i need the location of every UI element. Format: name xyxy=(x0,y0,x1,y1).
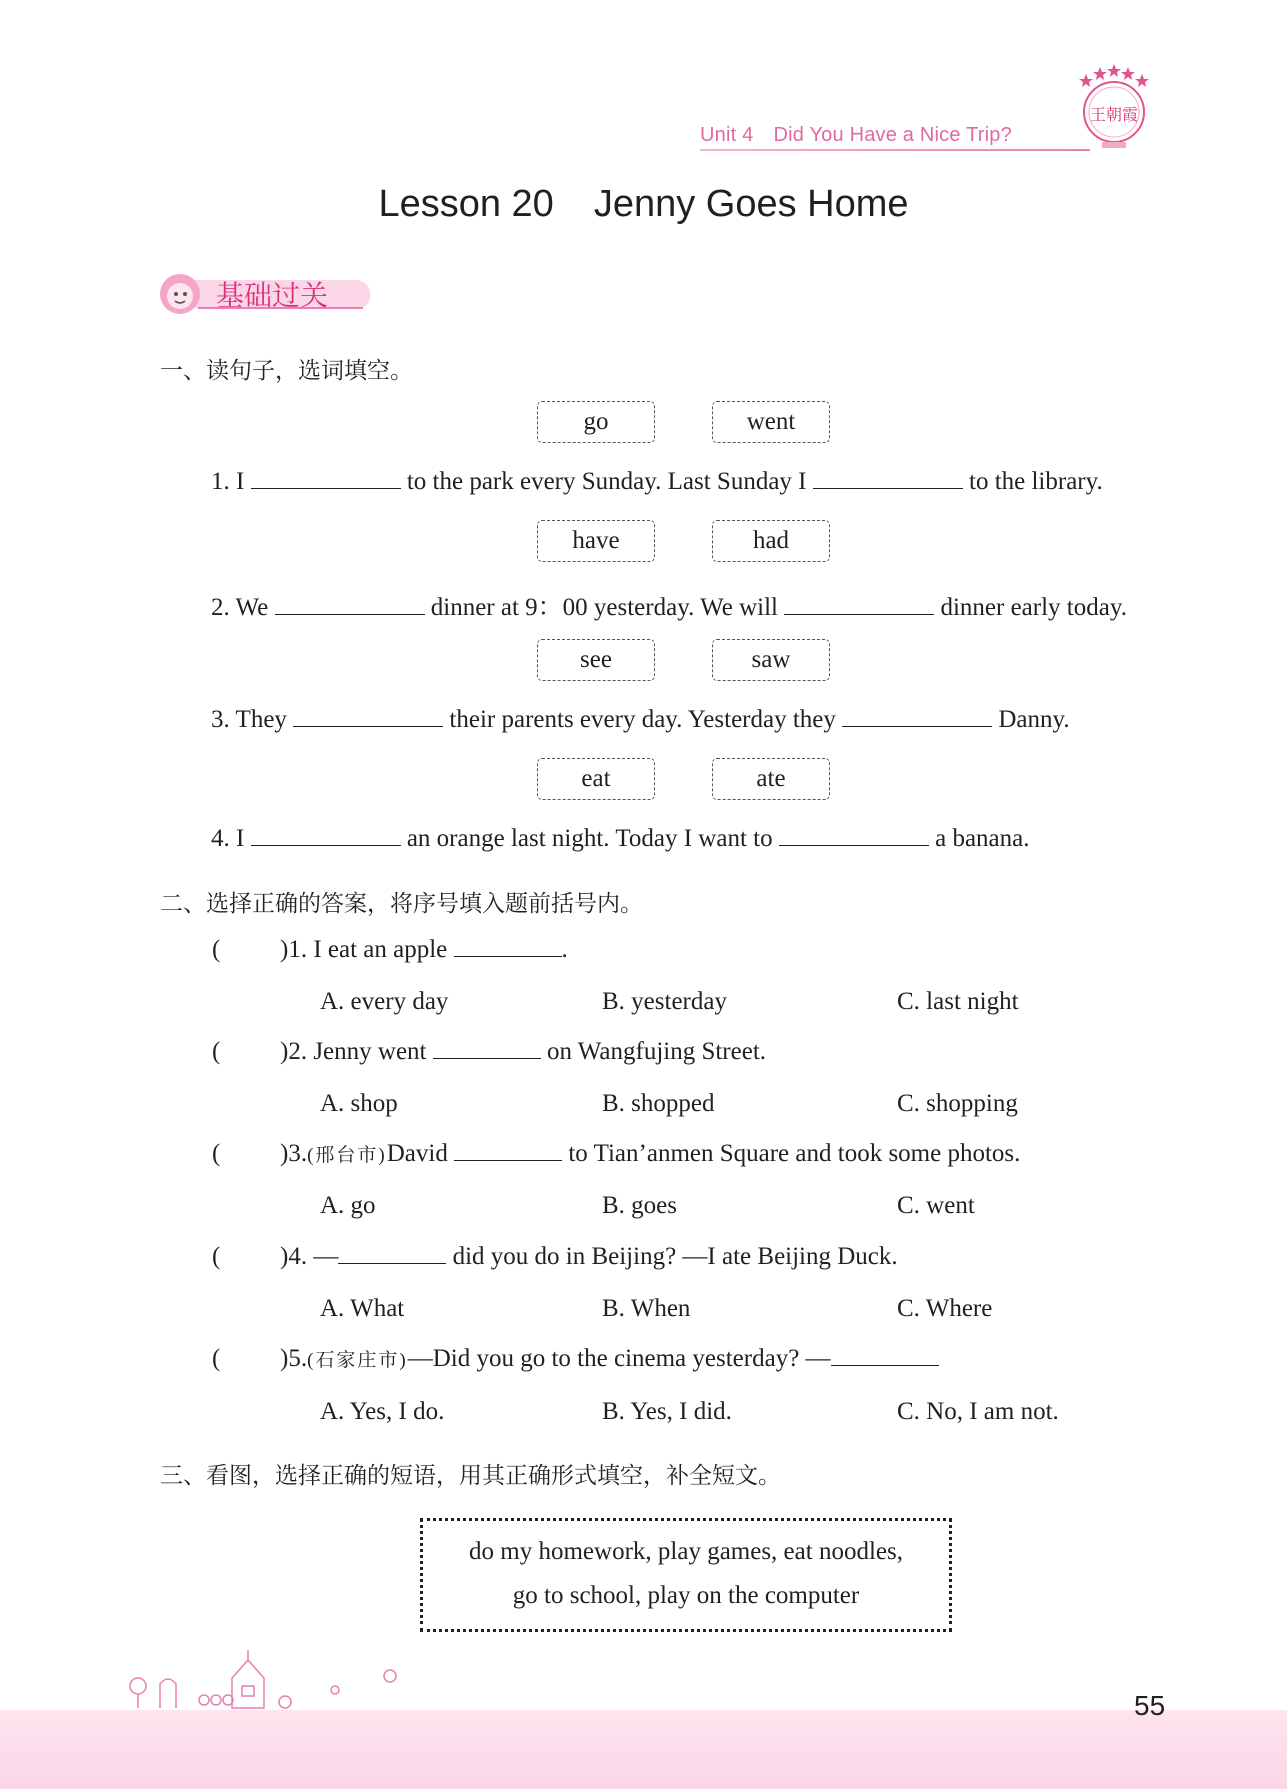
answer-paren[interactable]: ( xyxy=(212,936,221,963)
answer-paren[interactable]: ( xyxy=(212,1140,221,1167)
lesson-number: Lesson 20 xyxy=(378,183,554,225)
option-a[interactable]: A. shop xyxy=(320,1090,398,1117)
option-c[interactable]: C. No, I am not. xyxy=(897,1398,1059,1425)
option-a[interactable]: A. What xyxy=(320,1295,405,1322)
banner-label: 基础过关 xyxy=(216,279,329,312)
answer-blank[interactable] xyxy=(251,468,401,489)
publisher-logo-icon xyxy=(1072,62,1156,152)
header-rule xyxy=(700,149,1090,151)
option-b[interactable]: B. Yes, I did. xyxy=(602,1398,732,1425)
section1-heading: 一、读句子，选词填空。 xyxy=(160,358,413,384)
question-text: )2. Jenny went on Wangfujing Street. xyxy=(280,1038,767,1065)
option-c[interactable]: C. shopping xyxy=(897,1090,1018,1117)
answer-blank[interactable] xyxy=(433,1038,541,1059)
section3-heading: 三、看图，选择正确的短语，用其正确形式填空，补全短文。 xyxy=(160,1463,781,1489)
answer-blank[interactable] xyxy=(454,936,562,957)
source-city: (邢台市) xyxy=(307,1145,387,1166)
unit-title: Did You Have a Nice Trip? xyxy=(773,124,1012,146)
answer-paren[interactable]: ( xyxy=(212,1345,221,1372)
question-text: )3.(邢台市)David to Tian’anmen Square and took some photos. xyxy=(280,1140,1021,1167)
fill-sentence: 2. We dinner at 9：00 yesterday. We will dinner early today. xyxy=(211,594,1127,621)
option-b[interactable]: B. yesterday xyxy=(602,988,727,1015)
option-b[interactable]: B. goes xyxy=(602,1192,677,1219)
option-b[interactable]: B. shopped xyxy=(602,1090,715,1117)
question-text: )4. — did you do in Beijing? —I ate Beijing Duck. xyxy=(280,1243,898,1270)
option-a[interactable]: A. Yes, I do. xyxy=(320,1398,445,1425)
word-choice-box: eat xyxy=(537,758,655,800)
option-b[interactable]: B. When xyxy=(602,1295,691,1322)
question-text: )1. I eat an apple . xyxy=(280,936,568,963)
svg-text:王朝霞: 王朝霞 xyxy=(1089,105,1139,124)
fill-sentence: 1. I to the park every Sunday. Last Sunday I to the library. xyxy=(211,468,1103,495)
option-c[interactable]: C. went xyxy=(897,1192,975,1219)
section2-heading: 二、选择正确的答案，将序号填入题前括号内。 xyxy=(160,891,643,917)
phrase-box xyxy=(420,1518,952,1632)
answer-blank[interactable] xyxy=(251,825,401,846)
answer-blank[interactable] xyxy=(275,594,425,615)
footer-band xyxy=(0,1710,1287,1789)
source-city: (石家庄市) xyxy=(307,1350,408,1371)
word-choice-box: went xyxy=(712,401,830,443)
answer-paren[interactable]: ( xyxy=(212,1038,221,1065)
lesson-title xyxy=(0,183,1287,226)
word-choice-box: go xyxy=(537,401,655,443)
phrase-list-line2: go to school, play on the computer xyxy=(512,1582,860,1609)
lesson-name: Jenny Goes Home xyxy=(593,183,909,225)
page-number: 55 xyxy=(1134,1690,1166,1721)
option-a[interactable]: A. go xyxy=(320,1192,376,1219)
town-doodle-icon xyxy=(120,1640,400,1720)
word-choice-box: see xyxy=(537,639,655,681)
running-header xyxy=(700,124,1012,147)
option-c[interactable]: C. last night xyxy=(897,988,1019,1015)
answer-blank[interactable] xyxy=(779,825,929,846)
option-a[interactable]: A. every day xyxy=(320,988,449,1015)
word-choice-box: ate xyxy=(712,758,830,800)
fill-sentence: 3. They their parents every day. Yesterday they Danny. xyxy=(211,706,1070,733)
answer-blank[interactable] xyxy=(454,1140,562,1161)
word-choice-box: had xyxy=(712,520,830,562)
unit-number: Unit 4 xyxy=(700,124,754,146)
answer-paren[interactable]: ( xyxy=(212,1243,221,1270)
answer-blank[interactable] xyxy=(813,468,963,489)
fill-sentence: 4. I an orange last night. Today I want to a banana. xyxy=(211,825,1030,852)
question-text: )5.(石家庄市)—Did you go to the cinema yesterday? — xyxy=(280,1345,939,1373)
word-choice-box: saw xyxy=(712,639,830,681)
word-choice-box: have xyxy=(537,520,655,562)
answer-blank[interactable] xyxy=(784,594,934,615)
answer-blank[interactable] xyxy=(831,1345,939,1366)
answer-blank[interactable] xyxy=(293,706,443,727)
answer-blank[interactable] xyxy=(338,1243,446,1264)
phrase-list-line1: do my homework, play games, eat noodles, xyxy=(469,1538,903,1565)
option-c[interactable]: C. Where xyxy=(897,1295,993,1322)
answer-blank[interactable] xyxy=(842,706,992,727)
